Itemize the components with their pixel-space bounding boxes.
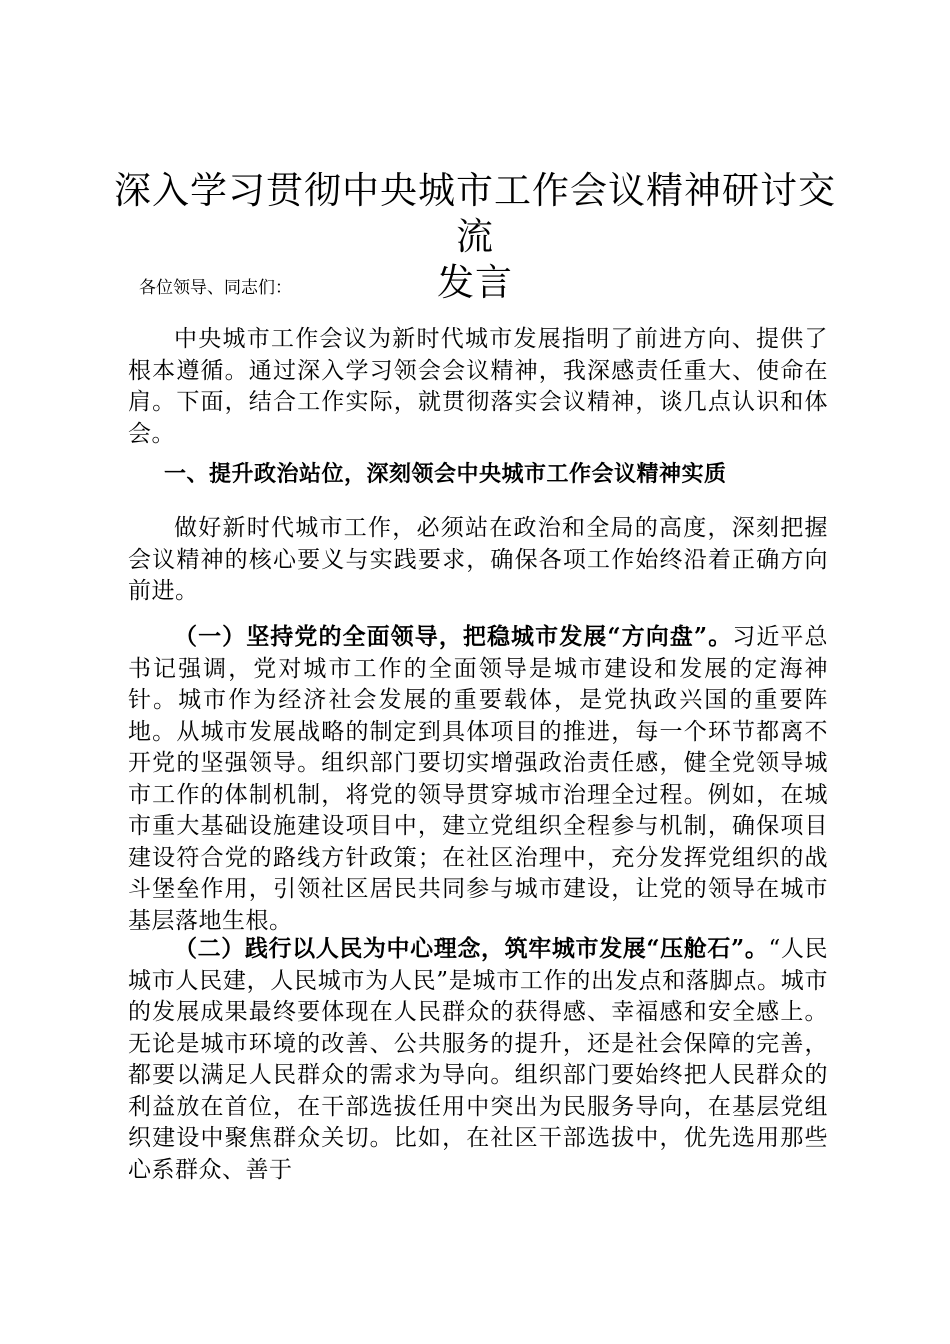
section-intro-paragraph: 做好新时代城市工作，必须站在政治和全局的高度，深刻把握会议精神的核心要义与实践要求，确保各项工作始终沿着正确方向前进。 — [128, 515, 828, 604]
subsection-lead-1: （一）坚持党的全面领导，把稳城市发展“方向盘”。 — [174, 623, 733, 650]
title-line-1: 深入学习贯彻中央城市工作会议精神研讨交流 — [114, 169, 836, 258]
title-line-2: 发言 — [437, 261, 513, 304]
section-heading: 一、提升政治站位，深刻领会中央城市工作会议精神实质 — [164, 461, 727, 487]
subsection-text-2: “人民城市人民建，人民城市为人民”是城市工作的出发点和落脚点。城市的发展成果最终要体现在人民群众的获得感、幸福感和安全感上。无论是城市环境的改善、公共服务的提升，还是社会保障的完善，都要以满足人民群众的需求为导向。组织部门要始终把人民群众的利益放在首位，在干部选拔任用中突出为民服务导向，在基层党组织建设中聚焦群众关切。比如，在社区干部选拔中，优先选用那些心系群众、善于 — [128, 936, 828, 1183]
subsection-paragraph-2 — [128, 933, 828, 1186]
subsection-text-1: 习近平总书记强调，党对城市工作的全面领导是城市建设和发展的定海神针。城市作为经济社会发展的重要载体，是党执政兴国的重要阵地。从城市发展战略的制定到具体项目的推进，每一个环节都离不开党的坚强领导。组织部门要切实增强政治责任感，健全党领导城市工作的体制机制，将党的领导贯穿城市治理全过程。例如，在城市重大基础设施建设项目中，建立党组织全程参与机制，确保项目建设符合党的路线方针政策；在社区治理中，充分发挥党组织的战斗堡垒作用，引领社区居民共同参与城市建设，让党的领导在城市基层落地生根。 — [128, 624, 828, 934]
subsection-paragraph-1 — [128, 621, 828, 937]
subsection-lead-2: （二）践行以人民为中心理念，筑牢城市发展“压舱石”。 — [174, 935, 769, 962]
intro-paragraph: 中央城市工作会议为新时代城市发展指明了前进方向、提供了根本遵循。通过深入学习领会会议精神，我深感责任重大、使命在肩。下面，结合工作实际，就贯彻落实会议精神，谈几点认识和体会。 — [128, 326, 828, 447]
salutation: 各位领导、同志们： — [139, 278, 292, 298]
